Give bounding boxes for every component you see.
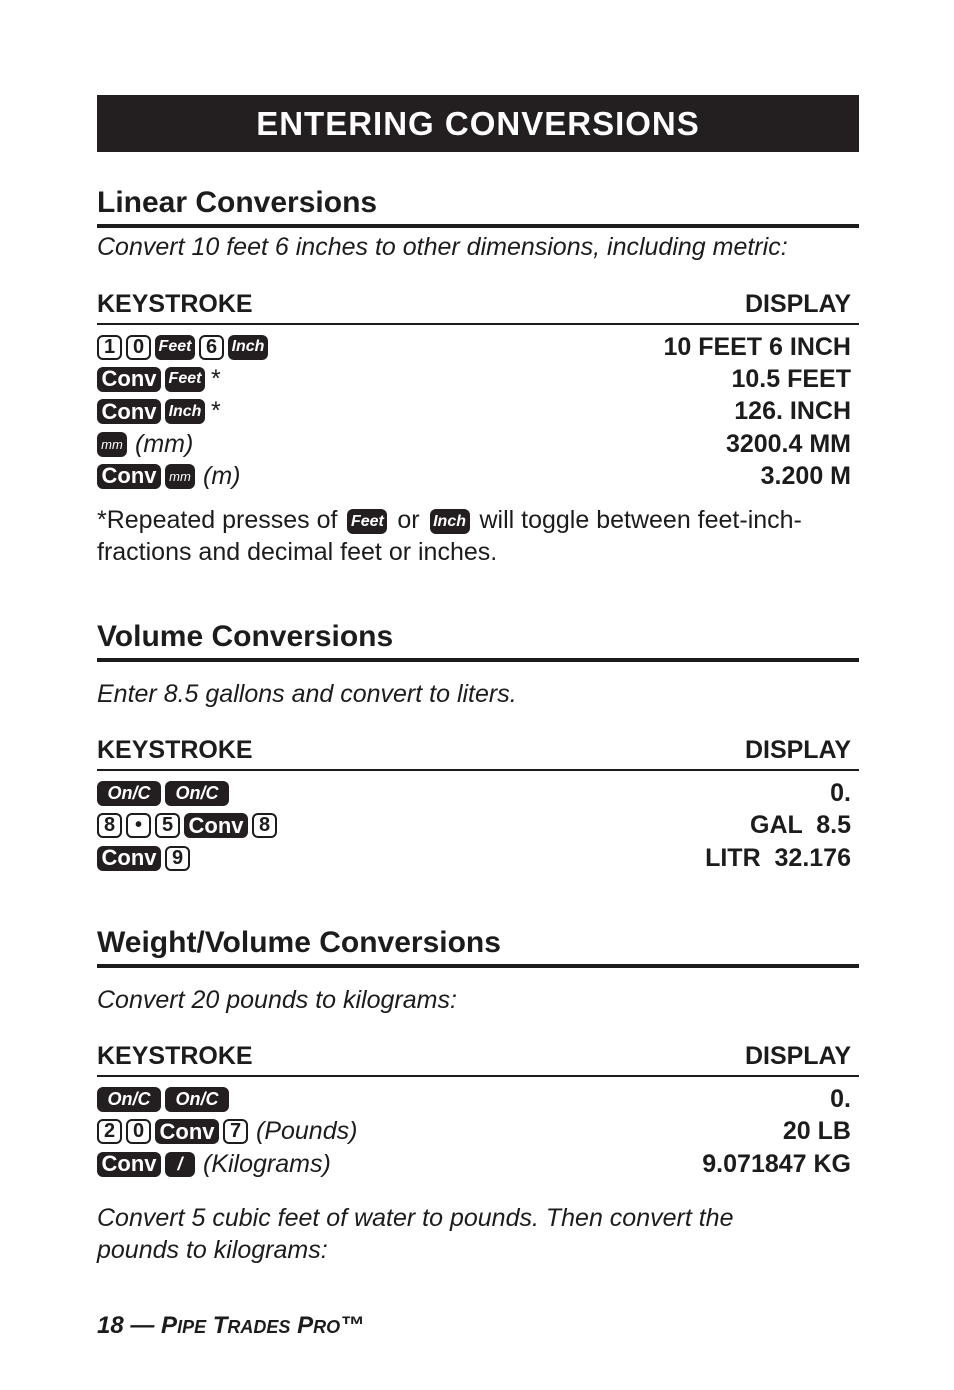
key-feet: Feet [347, 509, 387, 534]
key-1: 1 [97, 335, 122, 360]
key-annotation: (m) [203, 461, 241, 490]
product-name: PIPE TRADES PRO™ [161, 1312, 365, 1339]
key-0: 0 [126, 335, 151, 360]
keystroke-sequence [97, 430, 193, 459]
asterisk-note: * [211, 397, 221, 426]
table-row [97, 331, 859, 363]
manual-page [97, 95, 859, 1266]
display-value: 3.200 M [760, 461, 851, 490]
section-divider [97, 224, 859, 228]
linear-table-header [97, 288, 859, 320]
page-banner: ENTERING CONVERSIONS [97, 95, 859, 152]
keystroke-sequence [97, 397, 221, 426]
table-row [97, 1083, 859, 1115]
keystroke-sequence [97, 1087, 233, 1112]
outro-line-2: pounds to kilograms: [97, 1236, 328, 1265]
linear-intro: Convert 10 feet 6 inches to other dimensions, including metric: [97, 233, 788, 261]
keystroke-sequence [97, 365, 221, 394]
key-9: 9 [165, 846, 190, 871]
key-conv: Conv [97, 464, 161, 489]
key-0: 0 [126, 1119, 151, 1144]
key-5: 5 [155, 813, 180, 838]
display-value: 0. [830, 1085, 851, 1114]
keystroke-sequence [97, 335, 272, 360]
key-6: 6 [199, 335, 224, 360]
display-value: 0. [830, 779, 851, 808]
asterisk-note: * [211, 364, 221, 393]
table-row [97, 460, 859, 492]
display-value: 10 FEET 6 INCH [663, 332, 851, 361]
table-row [97, 428, 859, 460]
key-conv: Conv [97, 846, 161, 871]
weight-intro: Convert 20 pounds to kilograms: [97, 986, 457, 1015]
key-annotation: (mm) [135, 429, 194, 458]
keystroke-sequence [97, 1117, 357, 1146]
outro-line-1: Convert 5 cubic feet of water to pounds. Then convert the [97, 1204, 734, 1233]
display-value: GAL 8.5 [750, 811, 851, 840]
volume-section-title: Volume Conversions [97, 620, 394, 654]
key-annotation: (Kilograms) [203, 1149, 331, 1178]
table-row [97, 363, 859, 395]
key-on-clear: On/C [165, 781, 229, 806]
display-value: 126. INCH [734, 397, 851, 426]
footnote-text-d: fractions and decimal feet or inches. [97, 538, 498, 567]
keystroke-sequence [97, 462, 240, 491]
footer-dash: — [130, 1312, 155, 1339]
display-value: 20 LB [782, 1117, 851, 1146]
table-row [97, 810, 859, 842]
key-inch: Inch [228, 335, 268, 360]
key-feet: Feet [155, 335, 195, 360]
table-row [97, 842, 859, 874]
table-row [97, 1116, 859, 1148]
keystroke-sequence [97, 813, 281, 838]
linear-section-title: Linear Conversions [97, 186, 378, 219]
keystroke-sequence [97, 1150, 331, 1179]
key-conv: Conv [184, 813, 248, 838]
key-feet: Feet [165, 367, 205, 392]
page-number: 18 [97, 1312, 124, 1339]
display-value: 3200.4 MM [725, 429, 851, 458]
display-value: LITR 32.176 [705, 843, 851, 872]
volume-table-header [97, 734, 859, 766]
key-8: 8 [252, 813, 277, 838]
table-row [97, 1148, 859, 1180]
keystroke-sequence [97, 846, 194, 871]
weight-table-header [97, 1040, 859, 1072]
keystroke-header: KEYSTROKE [97, 290, 253, 318]
display-header: DISPLAY [744, 1042, 851, 1071]
key-conv: Conv [155, 1119, 219, 1144]
key-on-clear: On/C [97, 1087, 161, 1112]
weight-outro [97, 1202, 859, 1266]
page-footer [97, 1312, 364, 1340]
key-annotation: (Pounds) [256, 1117, 358, 1146]
footnote-text-b: or [397, 506, 420, 535]
table-row [97, 777, 859, 809]
display-value: 9.071847 KG [702, 1149, 851, 1178]
weight-section-title: Weight/Volume Conversions [97, 926, 501, 960]
key-conv: Conv [97, 367, 161, 392]
display-header: DISPLAY [744, 290, 851, 318]
footnote [97, 504, 859, 568]
keystroke-sequence [97, 781, 233, 806]
display-value: 10.5 FEET [731, 364, 851, 393]
key-inch: Inch [430, 509, 470, 534]
table-row [97, 396, 859, 428]
key-2: 2 [97, 1119, 122, 1144]
key-conv: Conv [97, 1152, 161, 1177]
key-mm: mm [97, 432, 127, 457]
key-conv: Conv [97, 399, 161, 424]
display-header: DISPLAY [744, 736, 851, 765]
footnote-text-c: will toggle between feet-inch- [479, 506, 802, 535]
key-mm: mm [165, 464, 195, 489]
key-8: 8 [97, 813, 122, 838]
keystroke-header: KEYSTROKE [97, 1042, 253, 1071]
key-decimal: • [126, 813, 151, 838]
key-slash: / [165, 1152, 195, 1177]
key-on-clear: On/C [97, 781, 161, 806]
key-on-clear: On/C [165, 1087, 229, 1112]
key-inch: Inch [165, 399, 205, 424]
keystroke-header: KEYSTROKE [97, 736, 253, 765]
footnote-text-a: *Repeated presses of [97, 506, 338, 535]
volume-intro: Enter 8.5 gallons and convert to liters. [97, 680, 517, 709]
key-7: 7 [223, 1119, 248, 1144]
